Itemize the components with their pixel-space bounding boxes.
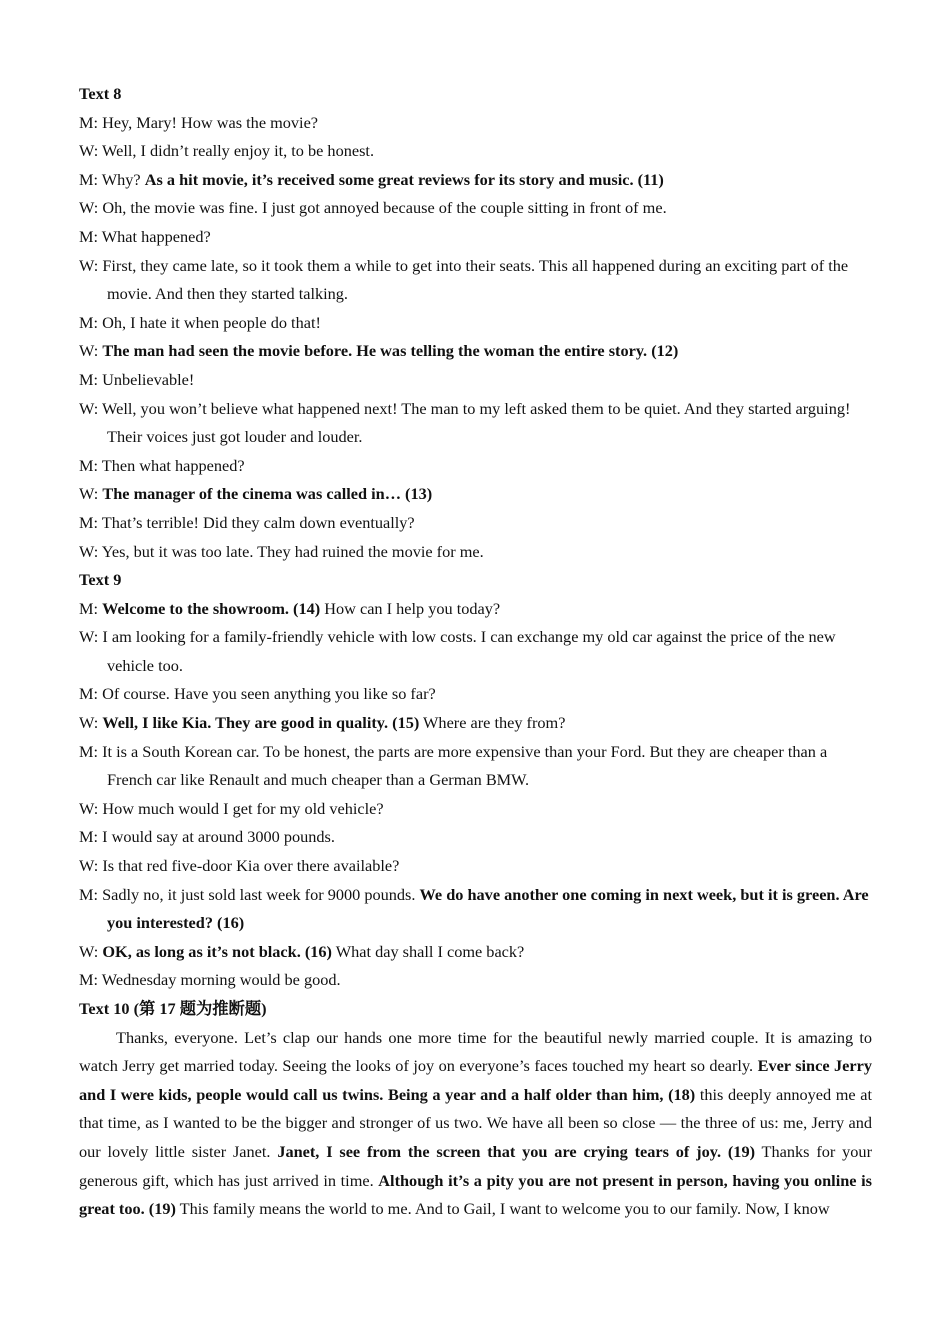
text-run: W: Oh, the movie was fine. I just got annoyed because of the couple sitting in front of me. — [79, 198, 667, 218]
dialogue-line — [79, 480, 872, 509]
text-run: M: That’s terrible! Did they calm down eventually? — [79, 512, 415, 532]
section-heading: Text 10 (第 17 题为推断题) — [79, 999, 267, 1018]
dialogue-line — [79, 309, 872, 338]
answer-cue-text: The man had seen the movie before. He was telling the woman the entire story. (12) — [102, 341, 679, 361]
dialogue-line — [79, 738, 872, 795]
text-run: W: First, they came late, so it took them a while to get into their seats. This all happened during an exciting part of the movie. And then they started talking. — [79, 255, 849, 304]
text-run: M: Then what happened? — [79, 455, 245, 475]
dialogue-line — [79, 595, 872, 624]
text-run: this deeply annoyed me at that time, as I wanted to be the bigger and stronger of us two. We have all been so close — the three of us: me, Jerry and our lovely little sister Janet. — [79, 1084, 872, 1161]
dialogue-line — [79, 538, 872, 567]
dialogue-line — [79, 709, 872, 738]
dialogue-line — [79, 881, 872, 938]
section-text-10 — [79, 995, 872, 1224]
text-run: W: Is that red five-door Kia over there available? — [79, 856, 400, 876]
monologue-paragraph — [79, 1024, 872, 1224]
answer-cue-text: Although it’s a pity you are not present in person, having you online is great too. (19) — [79, 1170, 872, 1219]
answer-cue-text: OK, as long as it’s not black. (16) — [102, 941, 332, 961]
text-run: M: Unbelievable! — [79, 369, 195, 389]
text-run: M: Wednesday morning would be good. — [79, 970, 341, 990]
dialogue-line — [79, 966, 872, 995]
text-run: W: I am looking for a family-friendly vehicle with low costs. I can exchange my old car against the price of the new vehicle too. — [79, 627, 836, 675]
text-run: What day shall I come back? — [331, 941, 525, 961]
dialogue-line — [79, 852, 872, 881]
text-run: M: Oh, I hate it when people do that! — [79, 312, 321, 332]
dialogue-line — [79, 823, 872, 852]
dialogue-line — [79, 509, 872, 538]
text-run: M: Sadly no, it just sold last week for 9000 pounds. — [79, 884, 420, 904]
text-run: W: — [79, 484, 103, 504]
dialogue-line — [79, 938, 872, 967]
text-run: M: It is a South Korean car. To be honest, the parts are more expensive than your Ford. But they are cheaper than a French car like Renault and much cheaper than a German BMW. — [79, 741, 828, 790]
text-run: W: Yes, but it was too late. They had ruined the movie for me. — [79, 541, 484, 561]
dialogue-line — [79, 452, 872, 481]
text-run: W: — [79, 341, 103, 361]
dialogue-line — [79, 166, 872, 195]
text-run: This family means the world to me. And to Gail, I want to welcome you to our family. Now, I know — [175, 1199, 830, 1219]
section-text-9 — [79, 566, 872, 995]
dialogue-line — [79, 680, 872, 709]
section-heading: Text 8 — [79, 84, 122, 103]
text-run: W: — [79, 941, 103, 961]
answer-cue-text: Ever since Jerry and I were kids, people would call us twins. Being a year and a half older than him, (18) — [79, 1056, 872, 1104]
dialogue-line — [79, 366, 872, 395]
text-run: W: Well, I didn’t really enjoy it, to be honest. — [79, 141, 375, 161]
dialogue-line — [79, 223, 872, 252]
dialogue-line — [79, 795, 872, 824]
dialogue — [79, 595, 872, 995]
text-run: M: What happened? — [79, 226, 211, 246]
dialogue-line — [79, 395, 872, 452]
text-run: M: Of course. Have you seen anything you like so far? — [79, 684, 436, 704]
answer-cue-text: We do have another one coming in next week, but it is green. Are you interested? (16) — [107, 884, 869, 933]
text-run: M: Why? — [79, 169, 145, 189]
text-run: Thanks for your generous gift, which has just arrived in time. — [79, 1141, 872, 1190]
dialogue-line — [79, 137, 872, 166]
text-run: W: Well, you won’t believe what happened next! The man to my left asked them to be quiet. And they started arguing! Their voices just got louder and louder. — [79, 398, 851, 447]
dialogue-line — [79, 109, 872, 138]
text-run: M: — [79, 598, 103, 618]
text-run: Thanks, everyone. Let’s clap our hands one more time for the beautiful newly married couple. It is amazing to watch Jerry get married today. Seeing the looks of joy on everyone’s faces touched my heart so dearly. — [79, 1027, 872, 1076]
text-run: Where are they from? — [419, 713, 566, 733]
answer-cue-text: Welcome to the showroom. (14) — [102, 598, 321, 618]
dialogue-line — [79, 623, 872, 680]
text-run: W: — [79, 713, 103, 733]
answer-cue-text: Well, I like Kia. They are good in quality. (15) — [102, 713, 420, 733]
answer-cue-text: The manager of the cinema was called in… (13) — [102, 484, 433, 504]
text-run: How can I help you today? — [320, 598, 501, 618]
answer-cue-text: As a hit movie, it’s received some great reviews for its story and music. (11) — [144, 169, 664, 189]
dialogue-line — [79, 252, 872, 309]
section-heading: Text 9 — [79, 570, 122, 590]
dialogue — [79, 109, 872, 567]
section-text-8 — [79, 80, 872, 566]
dialogue-line — [79, 337, 872, 366]
text-run: M: Hey, Mary! How was the movie? — [79, 112, 319, 132]
answer-cue-text: Janet, I see from the screen that you are crying tears of joy. (19) — [277, 1141, 756, 1161]
text-run: W: How much would I get for my old vehicle? — [79, 798, 384, 818]
dialogue-line — [79, 194, 872, 223]
text-run: M: I would say at around 3000 pounds. — [79, 827, 335, 847]
